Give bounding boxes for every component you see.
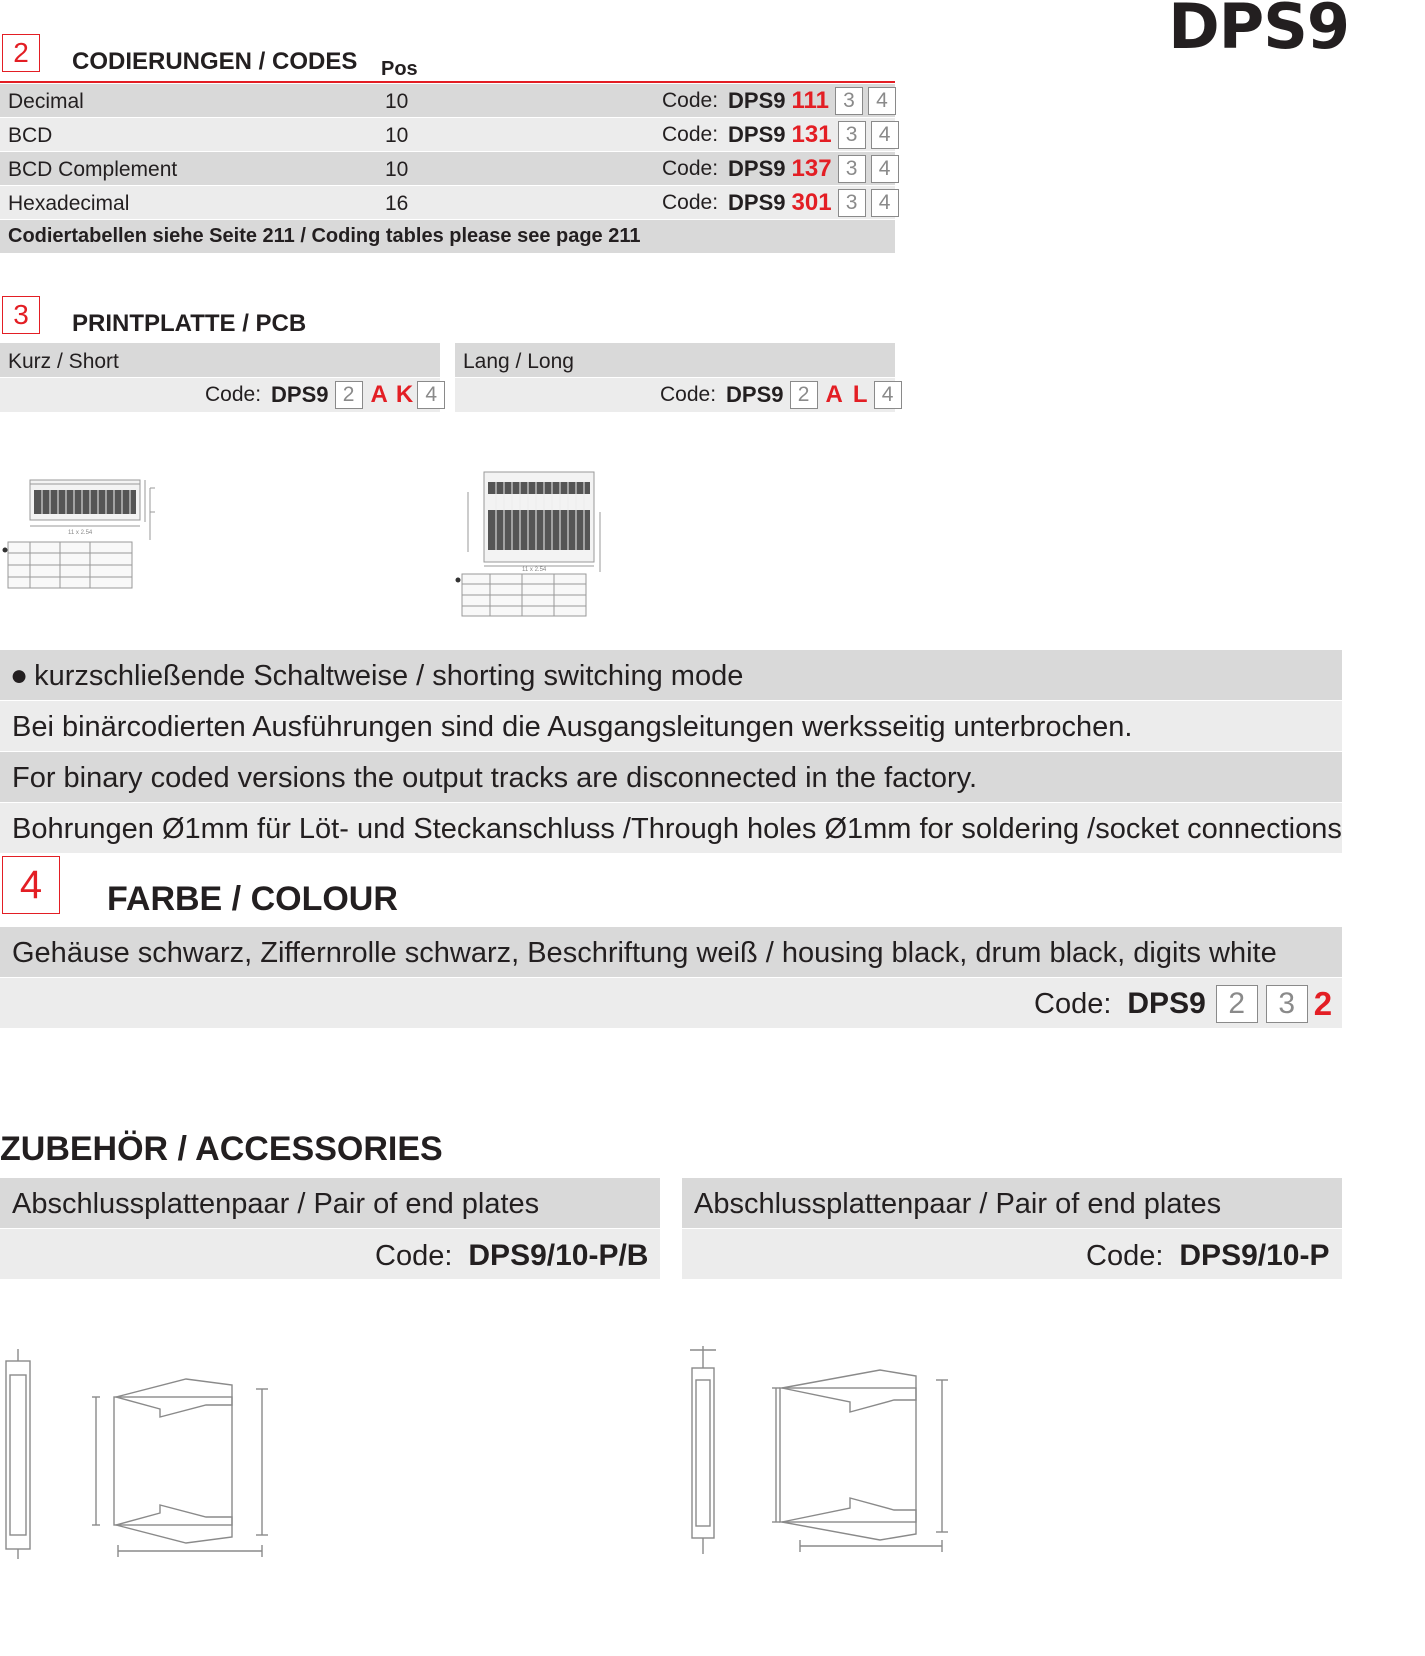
pcb-short-label: Kurz / Short — [8, 350, 119, 373]
code-box: 2 — [335, 381, 363, 409]
pos-header: Pos — [381, 58, 418, 80]
colour-code — [1034, 983, 1332, 1025]
pcb-heading: PRINTPLATTE / PCB — [72, 310, 307, 337]
pcb-long-drawing — [450, 462, 620, 622]
code-value: 137 — [791, 155, 832, 182]
code-value: DPS9/10-P — [1179, 1239, 1330, 1272]
code-label: Code: — [1034, 987, 1112, 1020]
code-box: 2 — [1216, 985, 1258, 1023]
code-box: 2 — [790, 381, 818, 409]
codes-heading: CODIERUNGEN / CODES — [72, 48, 358, 75]
code-prefix: DPS9 — [271, 382, 329, 407]
section-number-4: 4 — [2, 856, 60, 914]
code-prefix: DPS9 — [726, 382, 784, 407]
code-prefix: DPS9 — [728, 122, 786, 147]
code-value: K — [395, 381, 414, 408]
section-number-3: 3 — [2, 296, 40, 334]
colour-description: Gehäuse schwarz, Ziffernrolle schwarz, Beschriftung weiß / housing black, drum black, digits white — [12, 937, 1277, 969]
code-value: L — [852, 381, 868, 408]
code-label: Code: — [205, 383, 262, 406]
coding-pos: 16 — [385, 192, 409, 215]
code-box: 3 — [838, 155, 866, 183]
coding-pos: 10 — [385, 124, 409, 147]
code-label: Code: — [662, 123, 719, 146]
code-box: 4 — [871, 121, 899, 149]
switching-mode-note — [10, 659, 743, 693]
code-label: Code: — [662, 191, 719, 214]
code-box: 4 — [868, 87, 896, 115]
code-box: 3 — [838, 121, 866, 149]
code-box: 4 — [417, 381, 445, 409]
codes-header-rule — [0, 81, 895, 83]
accessories-heading: ZUBEHÖR / ACCESSORIES — [0, 1130, 443, 1168]
code-box: 4 — [874, 381, 902, 409]
code-label: Code: — [662, 89, 719, 112]
pcb-long-label: Lang / Long — [463, 350, 574, 373]
order-code — [662, 154, 899, 184]
code-value: 301 — [791, 189, 832, 216]
accessory-left-label: Abschlussplattenpaar / Pair of end plates — [12, 1188, 540, 1220]
pcb-short-dimension: 11 x 2.54 — [68, 530, 93, 536]
pcb-long-dimension: 11 x 2.54 — [522, 567, 547, 573]
code-label: Code: — [1086, 1239, 1164, 1272]
code-value: DPS9/10-P/B — [468, 1239, 649, 1272]
order-code — [662, 188, 899, 218]
accessory-right-code — [1086, 1236, 1329, 1276]
end-plate-drawing-left — [0, 1345, 280, 1565]
code-box: 3 — [838, 189, 866, 217]
end-plate-drawing-right — [680, 1340, 970, 1560]
code-value: 2 — [1313, 985, 1333, 1022]
code-value: A — [825, 381, 843, 408]
coding-table-note: Codiertabellen siehe Seite 211 / Coding tables please see page 211 — [8, 225, 641, 247]
code-label: Code: — [375, 1239, 453, 1272]
accessory-left-code — [375, 1236, 648, 1276]
note-text: Bohrungen Ø1mm für Löt- und Steckanschluss /Through holes Ø1mm for soldering /socket connections — [12, 813, 1342, 845]
pcb-short-drawing — [0, 470, 170, 600]
code-label: Code: — [662, 157, 719, 180]
note-text: Bei binärcodierten Ausführungen sind die Ausgangsleitungen werksseitig unterbrochen. — [12, 711, 1133, 743]
accessory-right-label: Abschlussplattenpaar / Pair of end plates — [694, 1188, 1222, 1220]
code-label: Code: — [660, 383, 717, 406]
code-prefix: DPS9 — [728, 88, 786, 113]
code-prefix: DPS9 — [728, 190, 786, 215]
colour-heading: FARBE / COLOUR — [107, 880, 398, 918]
pcb-short-code — [205, 380, 445, 410]
code-box: 3 — [1266, 985, 1308, 1023]
code-box: 4 — [871, 155, 899, 183]
bullet-icon: ● — [10, 659, 29, 692]
coding-pos: 10 — [385, 158, 409, 181]
code-box: 3 — [835, 87, 863, 115]
coding-name: BCD Complement — [8, 158, 178, 181]
coding-name: BCD — [8, 124, 53, 147]
section-number-2: 2 — [2, 34, 40, 72]
note-text: kurzschließende Schaltweise / shorting switching mode — [34, 659, 744, 692]
order-code — [662, 120, 899, 150]
code-prefix: DPS9 — [728, 156, 786, 181]
coding-name: Decimal — [8, 90, 84, 113]
code-box: 4 — [871, 189, 899, 217]
coding-pos: 10 — [385, 90, 409, 113]
page-title: DPS9 — [1168, 0, 1349, 63]
code-value: 131 — [791, 121, 832, 148]
coding-name: Hexadecimal — [8, 192, 130, 215]
order-code — [662, 86, 896, 116]
note-text: For binary coded versions the output tracks are disconnected in the factory. — [12, 762, 978, 794]
code-value: 111 — [791, 87, 829, 114]
code-value: A — [370, 381, 388, 408]
pcb-long-code — [660, 380, 902, 410]
code-prefix: DPS9 — [1127, 987, 1206, 1020]
